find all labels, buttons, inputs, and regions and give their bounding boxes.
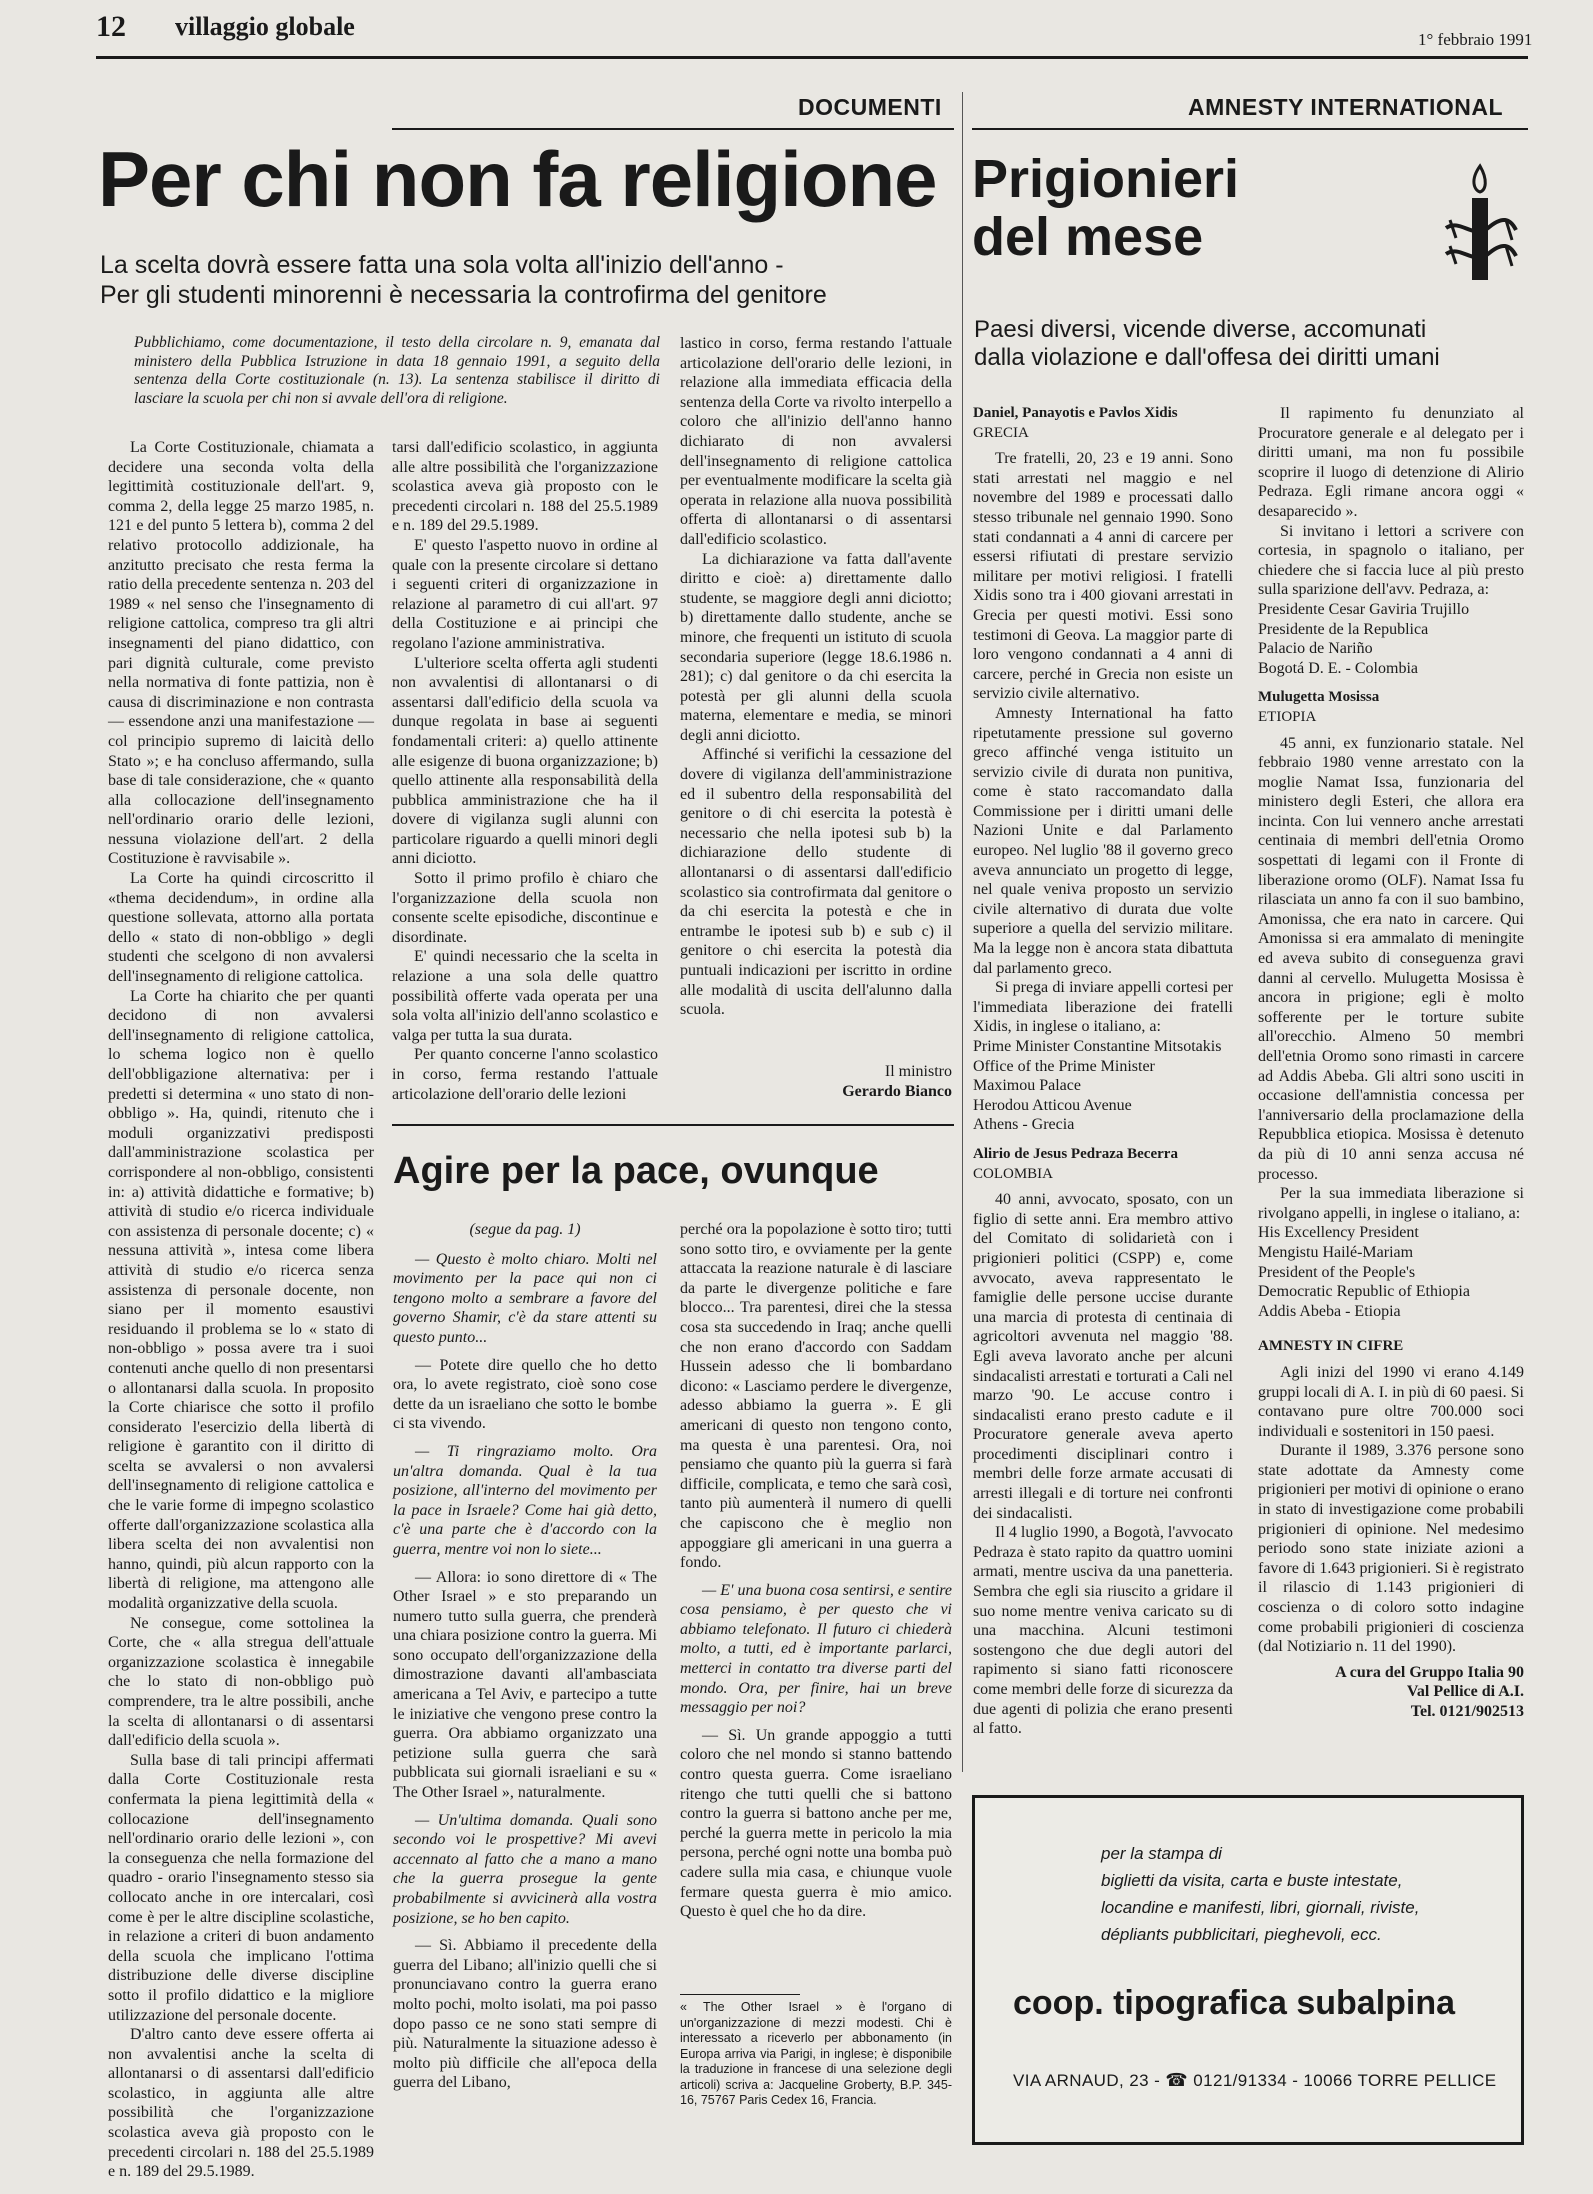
case-name: Daniel, Panayotis e Pavlos Xidis xyxy=(973,405,1178,421)
answer-paragraph: — Allora: io sono direttore di « The Other Israel » e sto preparando un numero tutto sulla guerra, che prenderà una chiara posizione contro la guerra. Mi sono occupato dell'organizzazione della dimostrazione davanti all'ambasciata americana a Tel Aviv, e partecipo a tutte le iniziative che vengono prese contro la guerra. Ora abbiamo organizzato una petizione sulla guerra che sarà pubblicata sui giornali israeliani e su « The Other Israel », naturalmente. xyxy=(393,1568,657,1802)
amnesty-title-line-1: Prigionieri xyxy=(972,149,1240,209)
article-subtitle-line-1: La scelta dovrà essere fatta una sola volta all'inizio dell'anno - xyxy=(100,251,784,279)
article-signature xyxy=(680,1062,952,1102)
section-rule-right xyxy=(972,128,1528,130)
address-line: Palacio de Nariño xyxy=(1258,640,1373,658)
newspaper-name: villaggio globale xyxy=(175,12,355,41)
page-number: 12 xyxy=(96,10,126,43)
answer-paragraph: perché ora la popolazione è sotto tiro; tutti sono sotto tiro, e ovviamente per la gente attaccata la reazione naturale è di lasciare da parte le divergenze politiche e fare blocco... Tra parentesi, direi che la stessa cosa sta succedendo in Iraq; anche quelli che non erano d'accordo con Saddam Hussein adesso che li bombardano dicono: « Lasciamo perdere le divergenze, adesso abbiamo la guerra ». E gli americani di questo non tengono conto, ma questa è una parentesi. Ora, noi pensiamo che quanto più la guerra si farà difficile, complicata, e temo che sarà così, tanto più aumenterà il numero di quelli che capiscono che è meglio non appoggiare gli americani in una guerra a fondo. xyxy=(680,1221,952,1572)
paragraph: Amnesty International ha fatto ripetutamente pressione sul governo greco affinché venga istituito un servizio civile di durata non punitiva, come è stato raccomandato dalla Commissione per i diritti umani delle Nazioni Unite e dal Parlamento europeo. Nel luglio '88 il governo greco aveva annunciato un progetto di legge, nel quale veniva proposto un servizio civile alternativo di durata due volte superiore a quella del servizio militare. Ma la legge non è ancora stata dibattuta dal parlamento greco. xyxy=(973,704,1233,977)
article-subtitle xyxy=(100,250,952,310)
address-line: His Excellency President xyxy=(1258,1224,1419,1242)
credit-line: Tel. 0121/902513 xyxy=(1410,1703,1524,1720)
telephone-icon: ☎ xyxy=(1165,2070,1189,2090)
paragraph: D'altro canto deve essere offerta ai non avvalentisi anche la scelta di allontanarsi o di assentarsi dall'edificio scolastico, in aggiunta alle altre possibilità che l'organizzazione scolastica aveva già proposto con le precedenti circolari n. 188 del 25.5.1989 e n. 189 del 29.5.1989. xyxy=(108,2026,374,2181)
address-line: Democratic Republic of Ethiopia xyxy=(1258,1283,1470,1301)
signature-role: Il ministro xyxy=(884,1063,952,1080)
question-paragraph: — E' una buona cosa sentirsi, e sentire cosa pensiamo, è per questo che vi abbiamo telefonato. Il futuro ci chiederà molto, a tutti, ed è importante parlarci, metterci in contatto tra diverse parti del mondo. Ora, per finire, hai un breve messaggio per noi? xyxy=(680,1581,952,1717)
paragraph: Agli inizi del 1990 vi erano 4.149 gruppi locali di A. I. in più di 60 paesi. Si contavano pure oltre 700.000 soci individuali e sostenitori in 150 paesi. xyxy=(1258,1363,1524,1440)
paragraph: Sotto il primo profilo è chiaro che l'organizzazione della scuola non consente scelte episodiche, discontinue e disordinate. xyxy=(392,870,658,946)
credit-line: A cura del Gruppo Italia 90 xyxy=(1335,1663,1524,1681)
ad-company-name: coop. tipografica subalpina xyxy=(1013,1984,1456,2022)
case-name: Mulugetta Mosissa xyxy=(1258,689,1380,706)
paragraph: Ne consegue, come sottolinea la Corte, che « alla stregua dell'attuale organizzazione scolastica è innegabile che lo stato di non-obbligo può comprendere, tra le altre possibili, anche la scelta di allontanarsi o di assentarsi dall'edificio della scuola ». xyxy=(108,1614,374,1750)
ad-line: per la stampa di xyxy=(1101,1844,1222,1863)
amnesty-title-line-2: del mese xyxy=(972,207,1204,267)
paragraph: L'ulteriore scelta offerta agli studenti non avvalentisi di allontanarsi o di assentarsi dall'edificio della scuola va dunque regolata in base ai seguenti fondamentali criteri: a) quello attinente alle esigenze di buona organizzazione; b) quello attinente alla responsabilità della pubblica amministrazione che ha il dovere di vigilanza sugli alunni con particolare riguardo a quelli minori degli anni diciotto. xyxy=(392,654,658,868)
paragraph: La Corte Costituzionale, chiamata a decidere una seconda volta della legittimità costituzionale dell'art. 9, comma 2, della legge 25 marzo 1985, n. 121 e del punto 5 lettera b), comma 2 del relativo protocollo addizionale, ha anzitutto precisato che resta ferma la ratio della precedente sentenza n. 203 del 1989 « nel senso che l'insegnamento di religione cattolica, compreso tra gli altri insegnamenti del piano didattico, con pari dignità culturale, come previsto nella normativa di fonte pattizia, non è causa di discriminazione e non contrasta — essendone anzi una manifestazione — col principio supremo di laicità dello Stato »; e ha concluso affermando, sulla base di tale considerazione, che « quanto alla collocazione dell'insegnamento nell'ordinario orario delle lezioni, nessuna violazione dell'art. 2 della Costituzione è ravvisabile ». xyxy=(108,439,374,868)
peace-column-2 xyxy=(680,1220,952,2000)
answer-paragraph: — Sì. Un grande appoggio a tutti coloro che nel mondo si stanno battendo contro questa guerra. Come israeliano ritengo che tutti quelli che si battono contro la guerra si battono anche per me, perché la guerra mette in pericolo la mia persona, perché ogni notte una bomba può cadere sulla mia casa, e chiunque vuole fermare questa guerra è mio amico. Questo è quel che ho da dire. xyxy=(680,1726,952,1921)
paragraph: Affinché si verifichi la cessazione del dovere di vigilanza dell'amministrazione ed il subentro della responsabilità del genitore o di chi esercita la potestà è necessario che nella ipotesi sub b) la dichiarazione dello studente di allontanarsi o di assentarsi dall'edificio scolastico sia controfirmata dal genitore o da chi esercita la potestà e che in entrambe le ipotesi sub b) e sub c) il genitore o chi esercita la potestà dia puntuali indicazioni per iscritto in ordine alle modalità di uscita dell'alunno dalla scuola. xyxy=(680,746,952,1019)
amnesty-subtitle-line-2: dalla violazione e dall'offesa dei diritti umani xyxy=(974,344,1440,371)
continued-note: (segue da pag. 1) xyxy=(469,1221,581,1238)
address-line: Presidente de la Republica xyxy=(1258,620,1429,638)
answer-paragraph: — Potete dire quello che ho detto ora, lo avete registrato, cioè sono cose dette da un israeliano che sotto le bombe ci sta vivendo. xyxy=(393,1356,657,1433)
paragraph: Per la sua immediata liberazione si rivolgano appelli, in inglese o italiano, a: xyxy=(1258,1185,1524,1222)
credit-line: Val Pellice di A.I. xyxy=(1406,1683,1524,1701)
ad-line: biglietti da visita, carta e buste intestate, xyxy=(1101,1871,1403,1890)
article-separator-rule xyxy=(392,1124,954,1126)
paragraph: Si invitano i lettori a scrivere con cortesia, in spagnolo o italiano, per chiedere che si faccia luce al più presto sulla sparizione dell'avv. Pedraza, a: xyxy=(1258,522,1524,599)
case-name: Alirio de Jesus Pedraza Becerra xyxy=(973,1145,1178,1162)
amnesty-column-1 xyxy=(973,404,1233,1804)
address-line: Addis Abeba - Etiopia xyxy=(1258,1302,1401,1320)
amnesty-candle-barbed-wire-icon xyxy=(1440,158,1520,293)
paragraph: Si prega di inviare appelli cortesi per l'immediata liberazione dei fratelli Xidis, in inglese o italiano, a: xyxy=(973,979,1233,1036)
ad-address-phone: 0121/91334 - 10066 TORRE PELLICE xyxy=(1193,2071,1497,2090)
ad-line: dépliants pubblicitari, pieghevoli, ecc. xyxy=(1101,1925,1382,1944)
amnesty-subtitle xyxy=(974,316,1534,372)
address-line: Mengistu Hailé-Mariam xyxy=(1258,1243,1414,1261)
article-column-2 xyxy=(392,438,658,1118)
question-paragraph: — Ti ringraziamo molto. Ora un'altra domanda. Qual è la tua posizione, all'interno del movimento per la pace in Israele? Come hai già detto, c'è una parte che è d'accordo con la guerra, mentre voi non lo siete... xyxy=(393,1442,657,1558)
paragraph: Sulla base di tali principi affermati dalla Corte Costituzionale resta confermata la piena legittimità della « collocazione dell'insegnamento nell'ordinario orario delle lezioni », con la conseguenza che nella formazione del quadro - orario l'insegnamento stesso sia collocato anche in ore intercalari, così come è per le altre discipline scolastiche, in relazione a criteri di buon andamento della scuola che implicano l'ottima distribuzione delle diverse discipline sotto il profilo didattico e la migliore utilizzazione del personale docente. xyxy=(108,1751,374,2024)
advertisement-box xyxy=(972,1795,1524,2145)
address-line: Bogotá D. E. - Colombia xyxy=(1258,659,1418,677)
ad-address-street: VIA ARNAUD, 23 - xyxy=(1013,2071,1161,2090)
paragraph: Tre fratelli, 20, 23 e 19 anni. Sono stati arrestati nel maggio e nel novembre del 1989 e processati dallo stesso tribunale nel gennaio 1990. Sono stati condannati a 4 anni di carcere per essersi rifiutati di prestare servizio militare per motivi religiosi. I fratelli Xidis sono tra i 400 giovani arrestati in Grecia per questi motivi. Essi sono testimoni di Geova. La maggior parte di loro vengono condannati a 4 anni di carcere, perché in Grecia non esiste un servizio civile alternativo. xyxy=(973,450,1233,703)
question-paragraph: — Questo è molto chiaro. Molti nel movimento per la pace qui non ci tengono molto a sembrare a favore del governo Shamir, c'è da stare attenti su questo punto... xyxy=(393,1250,657,1346)
ad-line: locandine e manifesti, libri, giornali, riviste, xyxy=(1101,1898,1420,1917)
paragraph: Durante il 1989, 3.376 persone sono state adottate da Amnesty come prigionieri per motivi di opinione o erano in stato di investigazione come probabili prigionieri di opinione. Nel medesimo periodo sono state iniziate azioni a favore di 1.643 prigionieri. Si è registrato il rilascio di 1.143 prigionieri di coscienza o di coloro sotto indagine come probabili prigionieri di coscienza (dal Notiziario n. 11 del 1990). xyxy=(1258,1442,1524,1656)
masthead-rule xyxy=(96,56,1528,59)
address-line: Prime Minister Constantine Mitsotakis xyxy=(973,1038,1222,1055)
article-column-1 xyxy=(108,438,374,2181)
case-country: ETIOPIA xyxy=(1258,708,1317,725)
article-intro: Pubblichiamo, come documentazione, il testo della circolare n. 9, emanata dal ministero della Pubblica Istruzione in data 18 gennaio 1991, a seguito della sentenza della Corte costituzionale (n. 13). La sentenza stabilisce il diritto di lasciare la scuola per chi non si avvale dell'ora di religione. xyxy=(134,334,660,407)
paragraph: La dichiarazione va fatta dall'avente diritto e cioè: a) direttamente dallo studente, se maggiore degli anni diciotto; b) direttamente dallo studente, anche se minore, che frequenti un istituto di scuola secondaria superiore (legge 18.6.1986 n. 281); c) dal genitore o da chi esercita la potestà per gli alunni della scuola materna, elementare e media, se minori degli anni diciotto. xyxy=(680,550,952,744)
section-label-documenti: DOCUMENTI xyxy=(798,94,942,120)
address-line: Herodou Atticou Avenue xyxy=(973,1096,1132,1114)
section-rule-left xyxy=(392,128,954,130)
paragraph: E' questo l'aspetto nuovo in ordine al quale con la presente circolare si dettano i seguenti criteri di organizzazione in relazione al parametro di cui all'art. 97 della Costituzione e ai principi che regolano l'azione amministrativa. xyxy=(392,536,658,652)
amnesty-column-2 xyxy=(1258,404,1524,1804)
paragraph: E' quindi necessario che la scelta in relazione a una sola delle quattro possibilità offerte vada operata per una sola volta all'inizio dell'anno scolastico e valga per tutta la sua durata. xyxy=(392,948,658,1044)
address-line: Maximou Palace xyxy=(973,1077,1081,1095)
amnesty-subtitle-line-1: Paesi diversi, vicende diverse, accomunati xyxy=(974,316,1427,343)
section-label-amnesty: AMNESTY INTERNATIONAL xyxy=(1188,94,1504,120)
answer-paragraph: — Sì. Abbiamo il precedente della guerra del Libano; all'inizio quelli che si pronunciavano contro la guerra erano molto pochi, molto isolati, ma poi passo dopo passo ce ne sono stati sempre di più. Naturalmente la situazione adesso è molto più difficile che all'epoca della guerra del Libano, xyxy=(393,1937,657,2092)
address-line: Athens - Grecia xyxy=(973,1116,1075,1134)
question-paragraph: — Un'ultima domanda. Quali sono secondo voi le prospettive? Mi avevi accennato al fatto che a mano a mano che la guerra prosegue la gente probabilmente si avvicinerà alla vostra posizione, se ho ben capito. xyxy=(393,1811,657,1927)
paragraph: 40 anni, avvocato, sposato, con un figlio di sette anni. Era membro attivo del Comitato di solidarietà con i prigionieri politici (CSPP) e, come avvocato, aveva rappresentato le famiglie delle persone uccise durante una marcia di protesta di centinaia di agricoltori avvenuta nel maggio '88. Egli aveva lavorato anche per alcuni sindacalisti arrestati e torturati a Cali nel marzo '90. Le accuse contro i sindacalisti erano presto cadute e il Procuratore generale aveva aperto procedimenti disciplinari contro i membri delle forze armate accusati di arresti illegali e di torture nei confronti dei sindacalisti. xyxy=(973,1191,1233,1522)
paragraph: La Corte ha chiarito che per quanti decidono di non avvalersi dell'insegnamento di religione cattolica, lo schema logico non è quello dell'obbligazione alternativa: per i predetti si determina « uno stato di non-obbligo ». Ha, quindi, ritenuto che i moduli organizzativi predisposti dall'amministrazione scolastica per corrispondere al non-obbligo, consistenti in: a) attività didattiche e formative; b) attività di studio e/o ricerca individuale con assistenza di personale docente; c) « nessuna attività », intesa come libera attività di studio e/o ricerca senza assistenza di personale docente, non siano per il momento esaustivi residuando il problema se lo « stato di non-obbligo » possa avere tra i suoi contenuti anche quello di non presentarsi o allontanarsi dalla scuola. In proposito la Corte chiarisce che sotto il profilo considerato l'esercizio della libertà di religione è garantito con il diritto di scelta se avvalersi o non avvalersi dell'insegnamento di religione cattolica e che le varie forme di impegno scolastico offerte dall'organizzazione scolastica alla libera scelta dei non avvalentisi non hanno, quindi, più alcun rapporto con la libertà di religione, ma attengono alle modalità organizzative della scuola. xyxy=(108,987,374,1613)
article-title: Per chi non fa religione xyxy=(98,135,937,223)
address-line: Presidente Cesar Gaviria Trujillo xyxy=(1258,600,1470,618)
paragraph: Il rapimento fu denunziato al Procuratore generale e al delegato per i diritti umani, ma non fu possibile scoprire il luogo di detenzione di Alirio Pedraza. Egli rimane ancora oggi « desaparecido ». xyxy=(1258,405,1524,520)
issue-date: 1° febbraio 1991 xyxy=(1418,30,1533,49)
case-country: COLOMBIA xyxy=(973,1165,1054,1182)
paragraph: Per quanto concerne l'anno scolastico in corso, ferma restando l'attuale articolazione dell'orario delle lezioni xyxy=(392,1046,658,1103)
ad-address xyxy=(1013,2070,1497,2091)
peace-article-title: Agire per la pace, ovunque xyxy=(393,1150,879,1192)
case-country: GRECIA xyxy=(973,424,1029,441)
article-column-3 xyxy=(680,334,952,1094)
figures-heading: AMNESTY IN CIFRE xyxy=(1258,1338,1404,1355)
paragraph: Il 4 luglio 1990, a Bogotà, l'avvocato Pedraza è stato rapito da quattro uomini armati, mentre usciva da una panetteria. Sembra che egli sia riuscito a gridare il suo nome mentre veniva caricato su di una macchina. Alcuni testimoni sostengono che due degli autori del rapimento si siano fatti riconoscere come membri delle forze di sicurezza da due agenti di polizia che erano presenti al fatto. xyxy=(973,1524,1233,1738)
peace-footnote: « The Other Israel » è l'organo di un'organizzazione di mezzi modesti. Chi è interessato a riceverlo per abbonamento (in Europa arriva via Parigi, in inglese; è disponibile la traduzione in francese di una selezione degli articoli) scriva a: Jacqueline Groberty, B.P. 345-16, 75767 Paris Cedex 16, Francia. xyxy=(680,2000,952,2107)
footnote-rule xyxy=(680,1994,800,1995)
ad-description xyxy=(1101,1840,1501,1948)
paragraph: 45 anni, ex funzionario statale. Nel febbraio 1980 venne arrestato con la moglie Namat Issa, funzionaria del ministero degli Esteri, che allora era incinta. Con lui vennero anche arrestati centinaia di membri dell'etnia Oromo sospettati di legami con il Fronte di liberazione oromo (OLF). Namat Issa fu rilasciata un anno fa con il suo bambino, Amonissa, che era nato in carcere. Qui Amonissa si era ammalato di meningite ed aveva subito di conseguenza gravi danni al cervello. Mulugetta Mosissa è ancora in prigione; egli è molto sofferente per le torture subite all'orecchio. Almeno 50 membri dell'etnia Oromo sono rimasti in carcere ad Addis Abeba. Gli altri sono usciti in occasione dell'amnistia concessa per l'anniversario della proclamazione della Repubblica etiopica. Mosissa è detenuto da più di 10 anni senza accusa né processo. xyxy=(1258,734,1524,1183)
article-subtitle-line-2: Per gli studenti minorenni è necessaria la controfirma del genitore xyxy=(100,281,827,309)
address-line: Office of the Prime Minister xyxy=(973,1057,1155,1075)
signature-name: Gerardo Bianco xyxy=(842,1083,952,1100)
peace-column-1 xyxy=(393,1220,657,2160)
address-line: President of the People's xyxy=(1258,1263,1416,1281)
paragraph: tarsi dall'edificio scolastico, in aggiunta alle altre possibilità che l'organizzazione scolastica aveva già proposto con le precedenti circolari n. 188 del 25.5.1989 e n. 189 del 29.5.1989. xyxy=(392,439,658,535)
paragraph: La Corte ha quindi circoscritto il «thema decidendum», in ordine alla questione sollevata, attorno alla portata dello « stato di non-obbligo » degli studenti che scelgono di non avvalersi dell'insegnamento di religione cattolica. xyxy=(108,870,374,986)
paragraph: lastico in corso, ferma restando l'attuale articolazione dell'orario delle lezioni, in relazione alla immediata efficacia della sentenza della Corte va rivolto interpello a coloro che all'inizio dell'anno hanno dichiarato di non avvalersi dell'insegnamento di religione cattolica per eventualmente modificare la scelta già operata in relazione alla nuova possibilità offerta di allontanarsi o di assentarsi dall'edificio scolastico. xyxy=(680,335,952,548)
column-divider xyxy=(962,92,963,1772)
amnesty-title xyxy=(972,150,1272,266)
